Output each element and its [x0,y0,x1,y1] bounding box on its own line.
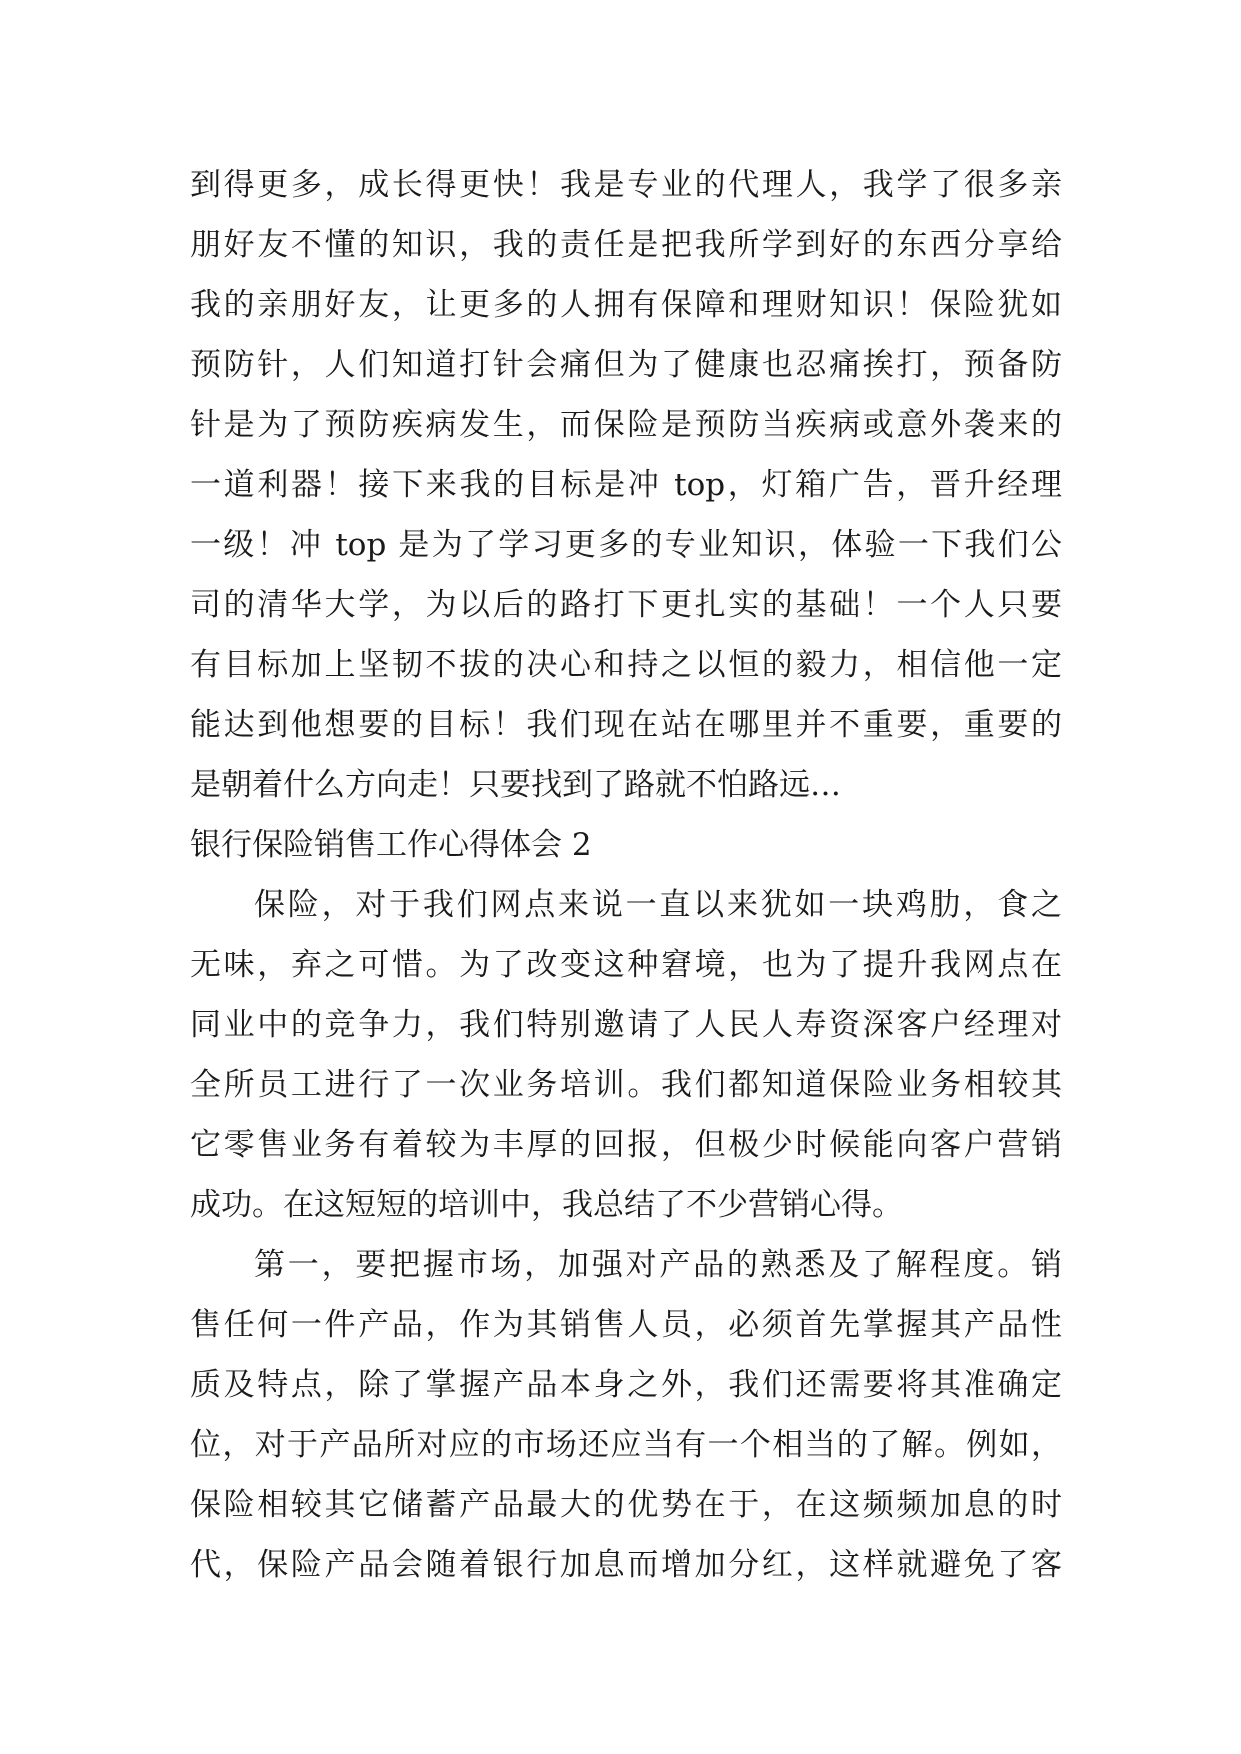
text-line: 有目标加上坚韧不拔的决心和持之以恒的毅力，相信他一定 [190,647,1062,683]
text-line: 它零售业务有着较为丰厚的回报，但极少时候能向客户营销 [190,1127,1062,1163]
text-line: 一级！冲 top 是为了学习更多的专业知识，体验一下我们公 [190,527,1062,563]
text-line: 能达到他想要的目标！我们现在站在哪里并不重要，重要的 [190,707,1062,743]
text-line: 位，对于产品所对应的市场还应当有一个相当的了解。例如， [190,1427,1062,1463]
text-line: 售任何一件产品，作为其销售人员，必须首先掌握其产品性 [190,1307,1062,1343]
text-line: 保险，对于我们网点来说一直以来犹如一块鸡肋，食之 [254,887,1062,923]
document-body [190,155,1062,1595]
text-line: 预防针，人们知道打针会痛但为了健康也忍痛挨打，预备防 [190,347,1062,383]
text-line: 成功。在这短短的培训中，我总结了不少营销心得。 [190,1187,903,1223]
text-line: 代，保险产品会随着银行加息而增加分红，这样就避免了客 [190,1547,1062,1583]
text-line: 一道利器！接下来我的目标是冲 top，灯箱广告，晋升经理 [190,467,1062,503]
text-line: 第一，要把握市场，加强对产品的熟悉及了解程度。销 [254,1247,1062,1283]
text-line: 我的亲朋好友，让更多的人拥有保障和理财知识！保险犹如 [190,287,1062,323]
text-line: 质及特点，除了掌握产品本身之外，我们还需要将其准确定 [190,1367,1062,1403]
text-line: 保险相较其它储蓄产品最大的优势在于，在这频频加息的时 [190,1487,1062,1523]
text-line: 到得更多，成长得更快！我是专业的代理人，我学了很多亲 [190,167,1062,203]
text-line: 全所员工进行了一次业务培训。我们都知道保险业务相较其 [190,1067,1062,1103]
section-heading: 银行保险销售工作心得体会 2 [190,827,592,863]
text-line: 针是为了预防疾病发生，而保险是预防当疾病或意外袭来的 [190,407,1062,443]
text-line: 是朝着什么方向走！只要找到了路就不怕路远… [190,767,841,803]
text-line: 司的清华大学，为以后的路打下更扎实的基础！一个人只要 [190,587,1062,623]
text-line: 无味，弃之可惜。为了改变这种窘境，也为了提升我网点在 [190,947,1062,983]
text-line: 朋好友不懂的知识，我的责任是把我所学到好的东西分享给 [190,227,1062,263]
text-line: 同业中的竞争力，我们特别邀请了人民人寿资深客户经理对 [190,1007,1062,1043]
